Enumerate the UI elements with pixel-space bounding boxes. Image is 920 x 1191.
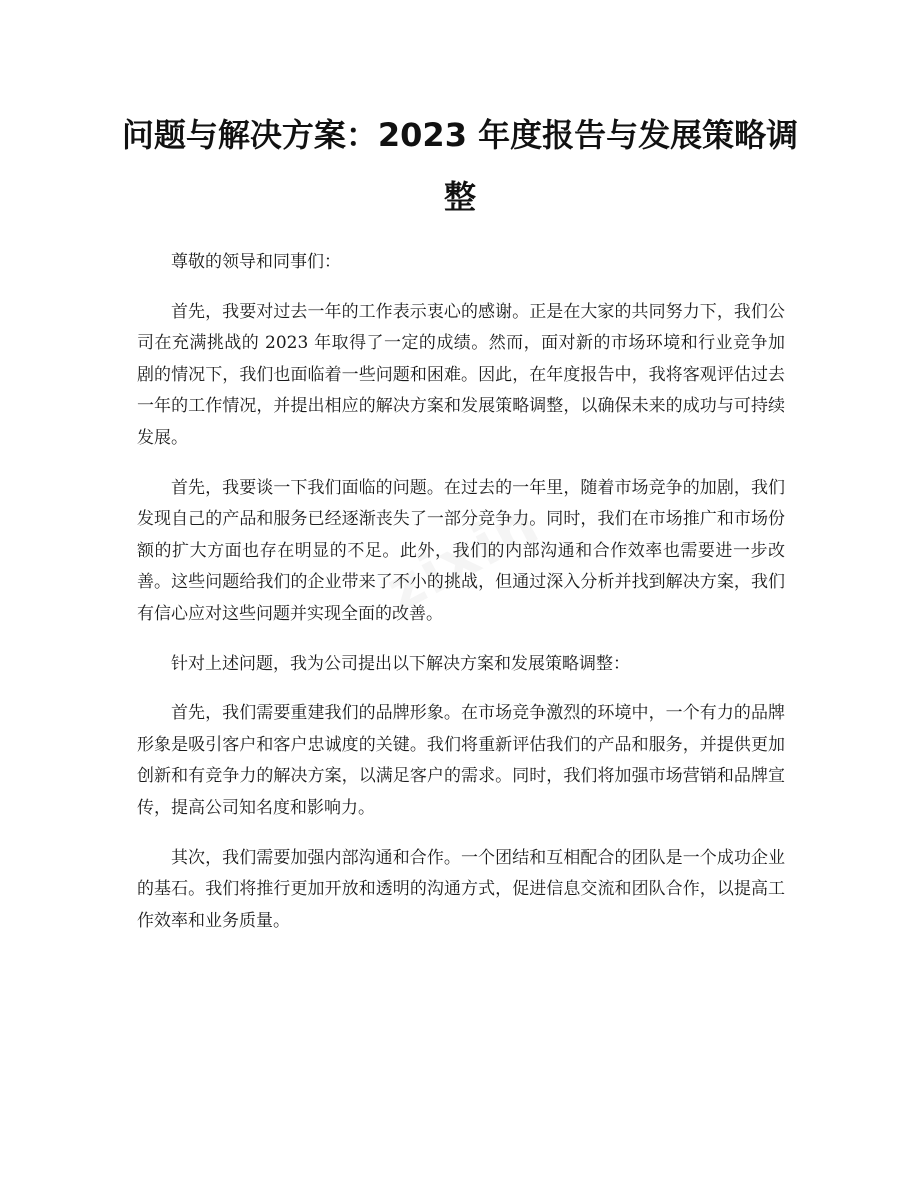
- document-title: 问题与解决方案：2023 年度报告与发展策略调整: [121, 116, 799, 216]
- body-paragraph: 首先，我要谈一下我们面临的问题。在过去的一年里，随着市场竞争的加剧，我们发现自己的产品和服务已经逐渐丧失了一部分竞争力。同时，我们在市场推广和市场份额的扩大方面也存在明显的不足。此外，我们的内部沟通和合作效率也需要进一步改善。这些问题给我们的企业带来了不小的挑战，但通过深入分析并找到解决方案，我们有信心应对这些问题并实现全面的改善。: [137, 477, 785, 624]
- document-body: [137, 247, 785, 955]
- body-paragraph: 首先，我要对过去一年的工作表示衷心的感谢。正是在大家的共同努力下，我们公司在充满挑战的 2023 年取得了一定的成绩。然而，面对新的市场环境和行业竞争加剧的情况下，我们也面临着一些问题和困难。因此，在年度报告中，我将客观评估过去一年的工作情况，并提出相应的解决方案和发展策略调整，以确保未来的成功与可持续发展。: [137, 301, 785, 448]
- salutation-paragraph: 尊敬的领导和同事们：: [171, 252, 341, 272]
- body-paragraph: 首先，我们需要重建我们的品牌形象。在市场竞争激烈的环境中，一个有力的品牌形象是吸引客户和客户忠诚度的关键。我们将重新评估我们的产品和服务，并提供更加创新和有竞争力的解决方案，以满足客户的需求。同时，我们将加强市场营销和品牌宣传，提高公司知名度和影响力。: [137, 703, 785, 818]
- watermark: zixin: [375, 488, 551, 625]
- body-paragraph: 针对上述问题，我为公司提出以下解决方案和发展策略调整：: [171, 653, 630, 674]
- body-paragraph: 其次，我们需要加强内部沟通和合作。一个团结和互相配合的团队是一个成功企业的基石。我们将推行更加开放和透明的沟通方式，促进信息交流和团队合作，以提高工作效率和业务质量。: [137, 847, 785, 931]
